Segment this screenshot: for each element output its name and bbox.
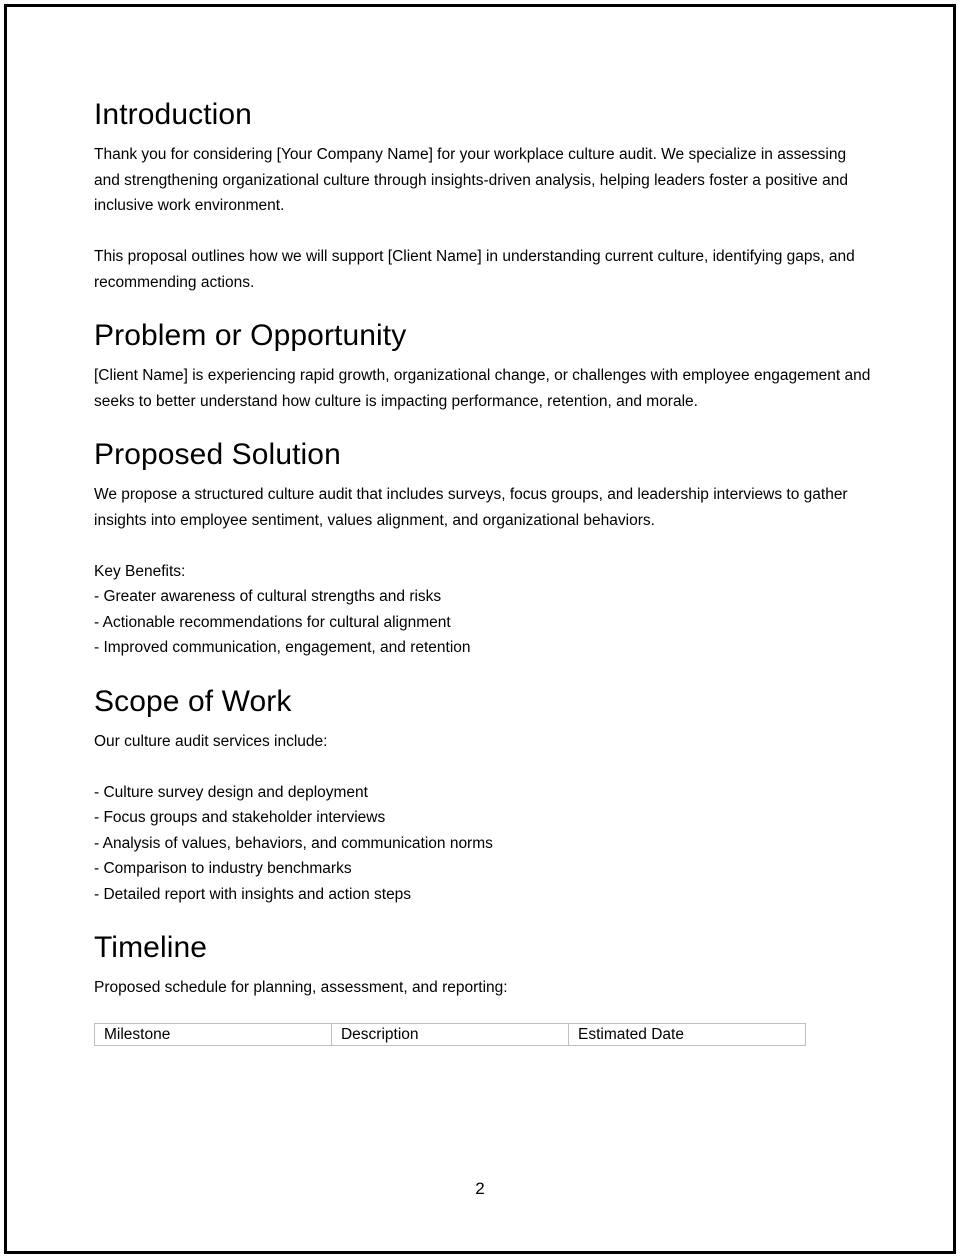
list-item: - Focus groups and stakeholder interviews	[94, 809, 386, 826]
table-header-cell: Milestone	[95, 1023, 332, 1045]
timeline-heading: Timeline	[94, 931, 208, 964]
introduction-heading: Introduction	[94, 98, 252, 131]
timeline-intro: Proposed schedule for planning, assessment, and reporting:	[94, 979, 508, 996]
problem-paragraph: [Client Name] is experiencing rapid growth, organizational change, or challenges with employee engagement and seeks to better understand how culture is impacting performance, retention, and morale.	[94, 367, 871, 410]
list-item: - Greater awareness of cultural strengths and risks	[94, 588, 442, 605]
table-header-cell: Estimated Date	[569, 1023, 806, 1045]
list-item: - Culture survey design and deployment	[94, 783, 368, 801]
benefits-list	[94, 584, 874, 661]
list-item: - Actionable recommendations for cultural alignment	[94, 613, 451, 631]
timeline-section	[94, 929, 874, 1046]
document-body	[94, 96, 874, 1046]
list-item: - Comparison to industry benchmarks	[94, 860, 352, 877]
benefits-label: Key Benefits:	[94, 562, 186, 580]
list-item: - Detailed report with insights and action steps	[94, 885, 412, 903]
scope-section	[94, 683, 874, 908]
problem-heading: Problem or Opportunity	[94, 319, 407, 352]
page-number: 2	[475, 1179, 485, 1198]
solution-section	[94, 436, 874, 661]
scope-list	[94, 780, 874, 908]
scope-intro: Our culture audit services include:	[94, 732, 328, 750]
list-item: - Analysis of values, behaviors, and communication norms	[94, 834, 493, 852]
introduction-paragraph-2: This proposal outlines how we will support [Client Name] in understanding current culture, identifying gaps, and recommending actions.	[94, 248, 855, 291]
solution-paragraph: We propose a structured culture audit that includes surveys, focus groups, and leadership interviews to gather insights into employee sentiment, values alignment, and organizational behaviors.	[94, 486, 848, 529]
milestone-table	[94, 1023, 806, 1046]
introduction-section	[94, 96, 874, 295]
list-item: - Improved communication, engagement, and retention	[94, 639, 471, 656]
problem-section	[94, 317, 874, 414]
introduction-paragraph-1: Thank you for considering [Your Company Name] for your workplace culture audit. We specialize in assessing and strengthening organizational culture through insights-driven analysis, helping leaders foster a positive and inclusive work environment.	[94, 146, 848, 214]
table-header-row	[95, 1023, 806, 1045]
solution-heading: Proposed Solution	[94, 438, 341, 471]
scope-heading: Scope of Work	[94, 684, 292, 718]
table-header-cell: Description	[331, 1023, 568, 1045]
